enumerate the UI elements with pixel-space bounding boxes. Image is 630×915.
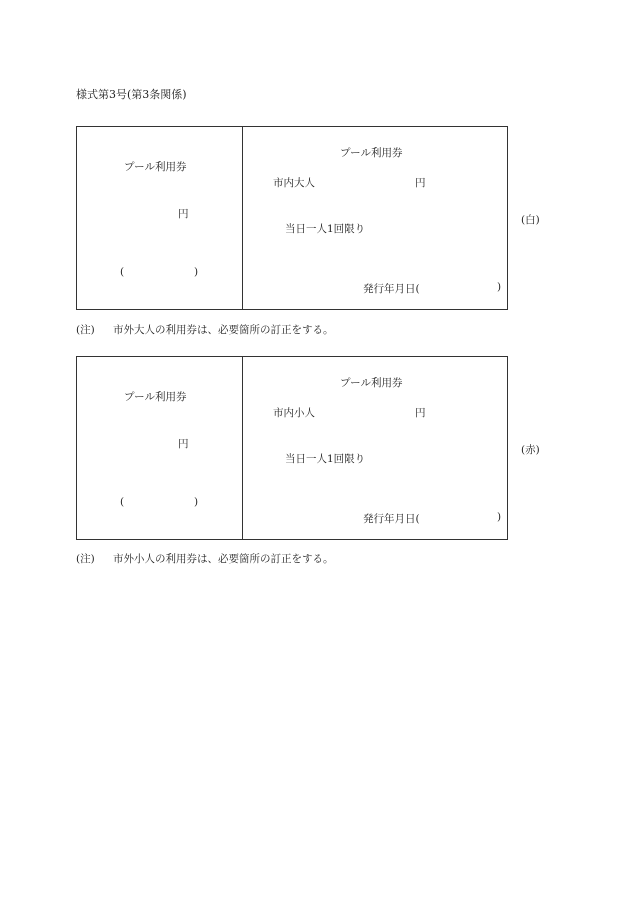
stub-paren-close: ) xyxy=(194,266,199,278)
ticket-child xyxy=(76,356,508,540)
main-paren-close: ) xyxy=(497,281,502,293)
form-title: 様式第3号(第3条関係) xyxy=(76,88,187,101)
note-text: 市外小人の利用券は、必要箇所の訂正をする。 xyxy=(113,553,334,565)
stub-paren-open: ( xyxy=(120,496,125,508)
stub-title: プール利用券 xyxy=(124,391,187,403)
main-validity: 当日一人1回限り xyxy=(285,453,366,465)
stub-yen-label: 円 xyxy=(178,438,189,450)
ticket-main xyxy=(243,357,507,539)
main-category: 市内大人 xyxy=(273,177,315,189)
main-issue-date-label: 発行年月日( xyxy=(363,513,420,525)
ticket-main xyxy=(243,127,507,309)
ticket-stub xyxy=(77,127,243,309)
main-category: 市内小人 xyxy=(273,407,315,419)
main-yen-label: 円 xyxy=(415,407,426,419)
main-paren-close: ) xyxy=(497,511,502,523)
color-note-white: (白) xyxy=(521,214,540,226)
ticket-adult xyxy=(76,126,508,310)
color-note-red: (赤) xyxy=(521,444,540,456)
ticket-stub xyxy=(77,357,243,539)
note-label: (注) xyxy=(76,324,95,336)
main-issue-date-label: 発行年月日( xyxy=(363,283,420,295)
stub-paren-open: ( xyxy=(120,266,125,278)
main-title: プール利用券 xyxy=(340,147,403,159)
main-title: プール利用券 xyxy=(340,377,403,389)
note-text: 市外大人の利用券は、必要箇所の訂正をする。 xyxy=(113,324,334,336)
main-yen-label: 円 xyxy=(415,177,426,189)
main-validity: 当日一人1回限り xyxy=(285,223,366,235)
stub-title: プール利用券 xyxy=(124,161,187,173)
stub-paren-close: ) xyxy=(194,496,199,508)
note-label: (注) xyxy=(76,553,95,565)
stub-yen-label: 円 xyxy=(178,208,189,220)
